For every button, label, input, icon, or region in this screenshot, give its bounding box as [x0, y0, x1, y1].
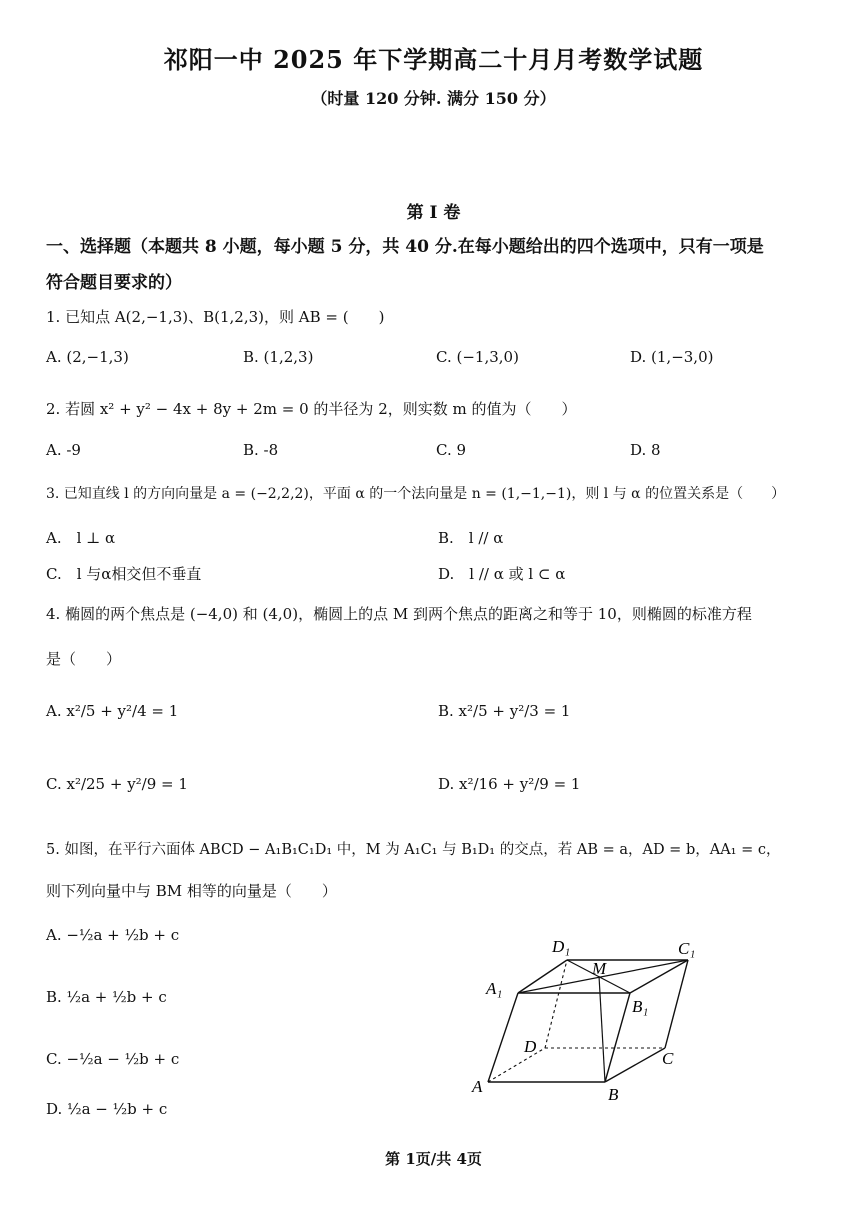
question-5-line2: 则下列向量中与 BM 相等的向量是（ ） [46, 882, 337, 900]
label-a: A [472, 1077, 483, 1096]
edge-cc1 [665, 960, 688, 1048]
q2-option-c: C. 9 [436, 441, 467, 459]
question-4-line1: 4. 椭圆的两个焦点是 (−4,0) 和 (4,0)，椭圆上的点 M 到两个焦点的距离之和等于 10，则椭圆的标准方程 [46, 605, 752, 623]
edge-bc [605, 1048, 665, 1082]
q1-option-d: D. (1,−3,0) [630, 348, 714, 366]
q3-option-a: A. l ⊥ α [46, 529, 116, 547]
question-3-text: 3. 已知直线 l 的方向向量是 a = (−2,2,2)，平面 α 的一个法向量是 n = (1,−1,−1)，则 l 与 α 的位置关系是（ ） [46, 486, 786, 502]
segment-bm [599, 976, 605, 1082]
q4-option-c: C. x²/25 + y²/9 = 1 [46, 775, 188, 793]
label-b: B [608, 1085, 619, 1104]
q2-option-d: D. 8 [630, 441, 661, 459]
q5-option-b: B. ½a + ½b + c [46, 988, 167, 1006]
q3-option-c: C. l 与α相交但不垂直 [46, 565, 202, 583]
edge-bb1 [605, 993, 630, 1082]
parallelepiped-figure [470, 930, 710, 1110]
label-a1: A₁ [486, 979, 503, 998]
q5-option-a: A. −½a + ½b + c [46, 926, 180, 944]
q3-option-b: B. l // α [438, 529, 504, 547]
label-c: C [662, 1049, 674, 1068]
section-heading-line2: 符合题目要求的） [46, 273, 182, 293]
section-heading-line1: 一、选择题（本题共 8 小题，每小题 5 分，共 40 分.在每小题给出的四个选项中，只有一项是 [46, 237, 764, 257]
q2-option-a: A. -9 [46, 441, 81, 459]
edge-ad [488, 1048, 545, 1082]
label-d: D [524, 1037, 537, 1056]
q1-option-c: C. (−1,3,0) [436, 348, 519, 366]
exam-subtitle: （时量 120 分钟. 满分 150 分） [311, 89, 556, 108]
edge-b1c1 [630, 960, 688, 993]
label-m: M [592, 959, 607, 978]
q4-option-a: A. x²/5 + y²/4 = 1 [46, 702, 179, 720]
question-5-line1: 5. 如图，在平行六面体 ABCD − A₁B₁C₁D₁ 中，M 为 A₁C₁ 与 B₁D₁ 的交点，若 AB = a，AD = b，AA₁ = c， [46, 842, 781, 858]
q5-option-d: D. ½a − ½b + c [46, 1100, 168, 1118]
q4-option-b: B. x²/5 + y²/3 = 1 [438, 702, 571, 720]
page-footer: 第 1页/共 4页 [385, 1150, 482, 1168]
label-c1: C₁ [678, 939, 696, 958]
question-4-line2: 是（ ） [46, 650, 122, 668]
q2-option-b: B. -8 [243, 441, 279, 459]
q1-option-a: A. (2,−1,3) [46, 348, 129, 366]
q5-option-c: C. −½a − ½b + c [46, 1050, 180, 1068]
q4-option-d: D. x²/16 + y²/9 = 1 [438, 775, 581, 793]
volume-label: 第 I 卷 [406, 203, 461, 223]
label-d1: D₁ [552, 937, 571, 956]
question-2-text: 2. 若圆 x² + y² − 4x + 8y + 2m = 0 的半径为 2，则实数 m 的值为（ ） [46, 400, 577, 418]
question-1-text: 1. 已知点 A(2,−1,3)、B(1,2,3)，则 AB = ( ) [46, 308, 385, 326]
exam-title: 祁阳一中 2025 年下学期高二十月月考数学试题 [163, 45, 704, 74]
q3-option-d: D. l // α 或 l ⊂ α [438, 565, 566, 583]
edge-aa1 [488, 993, 518, 1082]
q1-option-b: B. (1,2,3) [243, 348, 314, 366]
label-b1: B₁ [632, 997, 649, 1016]
